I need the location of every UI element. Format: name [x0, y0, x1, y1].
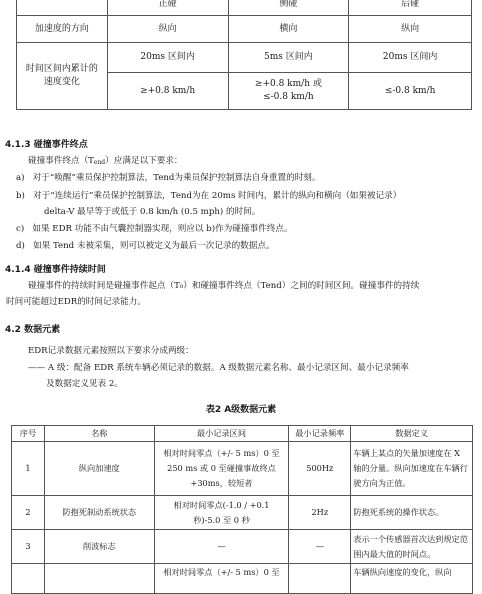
table-cell: ≥+0.8 km/h — [107, 73, 228, 110]
table-header-cell: 正碰 — [107, 0, 228, 16]
row-label: 加速度的方向 — [17, 16, 108, 43]
min-frequency — [289, 564, 351, 594]
table-cell: 横向 — [228, 16, 349, 43]
min-frequency: 500Hz — [289, 442, 351, 496]
section-heading: 4.1.4 碰撞事件持续时间 — [5, 265, 106, 275]
list-item: b) 对于“连续运行”乘员保护控制算法，Tend为在 20ms 时间内，累计的纵向和横向（如果被记录） — [16, 191, 402, 201]
row-number: 1 — [12, 442, 45, 496]
table-cell: ≤-0.8 km/h — [349, 73, 472, 110]
min-frequency: — — [289, 530, 351, 564]
min-interval: — — [154, 530, 289, 564]
table-caption: 表2 A级数据元素 — [205, 405, 277, 415]
min-interval: 相对时间零点(-1.0 / +0.1 秒)-5.0 至 0 秒 — [154, 496, 289, 530]
column-header: 序号 — [12, 426, 45, 442]
table-cell: ≥+0.8 km/h 或≤-0.8 km/h — [228, 73, 349, 110]
column-header: 最小记录频率 — [289, 426, 351, 442]
paragraph: 及数据定义见表 2。 — [46, 379, 123, 389]
paragraph: —— A 级：配备 EDR 系统车辆必须记录的数据。A 级数据元素名称、最小记录区间、最小记录频率 — [28, 363, 409, 373]
definition: 防抱死系统的操作状态。 — [351, 496, 473, 530]
table-cell: 5ms 区间内 — [228, 43, 349, 73]
list-item: d) 如果 Tend 未被采集，则可以被定义为最后一次记录的数据点。 — [16, 241, 275, 251]
table-cell: 20ms 区间内 — [107, 43, 228, 73]
element-name: 削波标志 — [44, 530, 154, 564]
list-item-continuation: delta-V 最早等于或低于 0.8 km/h (0.5 mph) 的时间。 — [44, 207, 261, 217]
row-number — [12, 564, 45, 594]
table-row — [12, 530, 473, 564]
element-name: 防抱死制动系统状态 — [44, 496, 154, 530]
min-frequency: 2Hz — [289, 496, 351, 530]
section-heading: 4.2 数据元素 — [5, 325, 61, 335]
min-interval: 相对时间零点（+/- 5 ms）0 至 250 ms 或 0 至碰撞事故终点 +30ms，较短者 — [154, 442, 289, 496]
element-name: 纵向加速度 — [44, 442, 154, 496]
collision-criteria-table — [16, 0, 472, 110]
table-header-cell: 侧碰 — [228, 0, 349, 16]
min-interval: 相对时间零点（+/- 5 ms）0 至 — [154, 564, 289, 594]
definition: 表示一个传感器首次达到规定范围内最大值的时间点。 — [351, 530, 473, 564]
paragraph: 碰撞事件的持续时间是碰撞事件起点（T₀）和碰撞事件终点（Tend）之间的时间区间。碰撞事件的持续 — [28, 281, 420, 291]
column-header: 最小记录区间 — [154, 426, 289, 442]
element-name — [44, 564, 154, 594]
row-number: 3 — [12, 530, 45, 564]
paragraph: 碰撞事件终点（Tend）应满足以下要求： — [28, 156, 183, 166]
table-cell: 20ms 区间内 — [349, 43, 472, 73]
class-a-data-table — [11, 425, 473, 594]
column-header: 数据定义 — [351, 426, 473, 442]
table-cell: 纵向 — [107, 16, 228, 43]
row-number: 2 — [12, 496, 45, 530]
table-header-cell — [17, 0, 108, 16]
list-item: c) 如果 EDR 功能不由气囊控制器实现，则应以 b)作为碰撞事件终点。 — [16, 224, 293, 234]
column-header: 名称 — [44, 426, 154, 442]
definition: 车辆上某点的矢量加速度在 X 轴的分量。纵向加速度在车辆行驶方向为正值。 — [351, 442, 473, 496]
section-heading: 4.1.3 碰撞事件终点 — [5, 140, 88, 150]
paragraph: EDR记录数据元素按照以下要求分成两级： — [28, 346, 194, 356]
paragraph: 时间可能超过EDR的时间记录能力。 — [6, 297, 146, 307]
table-row — [12, 496, 473, 530]
definition: 车辆纵向速度的变化，纵向 — [351, 564, 473, 594]
table-cell: 纵向 — [349, 16, 472, 43]
table-header-cell: 后碰 — [349, 0, 472, 16]
row-label: 时间区间内累计的速度变化 — [17, 43, 108, 110]
table-row — [12, 442, 473, 496]
list-item: a) 对于“唤醒”乘员保护控制算法，Tend为乘员保护控制算法自身重置的时刻。 — [16, 173, 321, 183]
table-row — [12, 564, 473, 594]
